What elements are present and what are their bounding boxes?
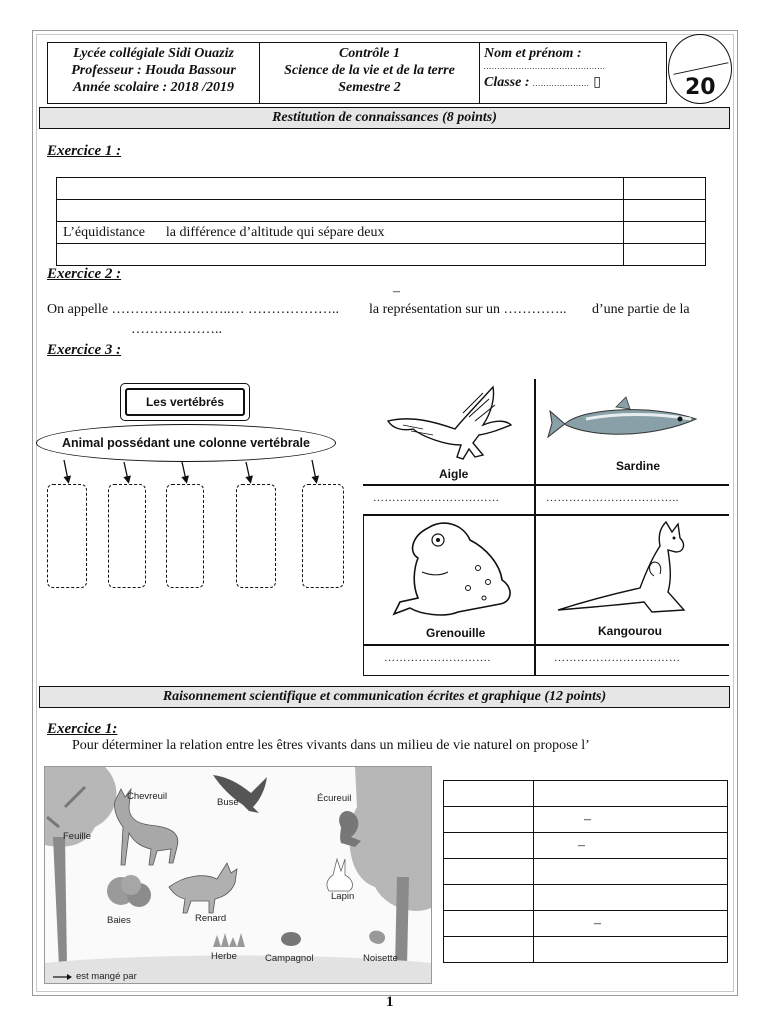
chain-right-cell[interactable]: – <box>534 807 728 833</box>
answer-line: …………………………… <box>373 492 500 504</box>
page-number: 1 <box>386 994 394 1010</box>
exercise-2-line-1c: d’une partie de la <box>592 302 690 317</box>
score-total: 20 <box>685 75 716 100</box>
scene-label-campagnol: Campagnol <box>265 953 314 964</box>
scene-label-lapin: Lapin <box>331 891 355 902</box>
animal-name: Aigle <box>439 467 469 481</box>
scene-legend: est mangé par <box>76 971 137 982</box>
section-1-banner: Restitution de connaissances (8 points) <box>39 107 730 129</box>
chain-left-cell[interactable] <box>444 833 534 859</box>
header-student-cell <box>480 43 668 103</box>
answer-cell[interactable] <box>624 178 706 200</box>
scene-label-feuille: Feuille <box>63 831 91 842</box>
exercise-4-title: Exercice 1: <box>47 721 118 737</box>
statement-cell <box>57 178 624 200</box>
exercise-2-line-1b: la représentation sur un ………….. <box>369 302 567 317</box>
table-row <box>444 781 728 807</box>
exercise-4-intro: Pour déterminer la relation entre les êtres vivants dans un milieu de vie naturel on propose l’ <box>72 738 590 753</box>
eagle-icon <box>383 379 513 469</box>
statement-cell <box>57 244 624 266</box>
animal-cell-grenouille <box>363 515 535 645</box>
exercise-3-title: Exercice 3 : <box>47 342 122 358</box>
chain-left-cell[interactable] <box>444 781 534 807</box>
exercise-1-title: Exercice 1 : <box>47 143 122 159</box>
chain-left-cell[interactable] <box>444 859 534 885</box>
exam-title: Contrôle 1 <box>338 46 401 61</box>
chain-left-cell[interactable] <box>444 885 534 911</box>
classification-arrows <box>36 458 336 486</box>
scene-label-renard: Renard <box>195 913 227 924</box>
scene-label-buse: Buse <box>217 797 239 808</box>
table-row <box>444 937 728 963</box>
table-row <box>444 833 728 859</box>
answer-line: ………………………. <box>384 652 491 664</box>
chain-right-cell[interactable]: – <box>534 911 728 937</box>
scene-label-chevreuil: Chevreuil <box>127 791 168 802</box>
table-row <box>444 807 728 833</box>
animal-cell-aigle <box>363 379 535 485</box>
table-row <box>57 178 706 200</box>
classification-box-2[interactable] <box>108 484 146 588</box>
animal-cell-sardine <box>535 379 729 485</box>
table-row <box>444 885 728 911</box>
section-2-banner: Raisonnement scientifique et communication écrites et graphique (12 points) <box>39 686 730 708</box>
exercise-1-table <box>56 177 706 266</box>
statement-cell: L’équidistance la différence d’altitude qui sépare deux <box>57 222 624 244</box>
header-school-cell <box>48 43 260 103</box>
scene-label-ecureuil: Écureuil <box>317 793 352 804</box>
score-circle <box>668 34 732 104</box>
chain-right-cell[interactable] <box>534 885 728 911</box>
answer-cell[interactable] <box>624 244 706 266</box>
chain-left-cell[interactable] <box>444 807 534 833</box>
sardine-icon <box>546 393 706 453</box>
table-row <box>57 200 706 222</box>
kangaroo-icon <box>556 518 716 622</box>
chain-right-cell[interactable] <box>534 937 728 963</box>
animal-cell-kangourou <box>535 515 729 645</box>
definition-ellipse: Animal possédant une colonne vertébrale <box>36 424 336 462</box>
classification-box-4[interactable] <box>236 484 276 588</box>
classification-box-1[interactable] <box>47 484 87 588</box>
class-box: ▯ <box>593 75 602 90</box>
answer-cell-kangourou[interactable] <box>535 645 729 676</box>
class-label: Classe : <box>484 75 530 90</box>
subject-name: Science de la vie et de la terre <box>284 63 455 78</box>
chain-left-cell[interactable] <box>444 937 534 963</box>
answer-cell-aigle[interactable] <box>363 485 535 515</box>
statement-cell <box>57 200 624 222</box>
table-row <box>444 911 728 937</box>
chain-right-cell[interactable] <box>534 781 728 807</box>
table-row <box>57 222 706 244</box>
exercise-2-line-2: ……………….. <box>131 322 222 337</box>
teacher-name: Professeur : Houda Bassour <box>71 63 236 78</box>
answer-line: …………………………… <box>554 652 681 664</box>
name-field[interactable]: ……………………………………… <box>484 62 606 71</box>
scene-label-baies: Baies <box>107 915 131 926</box>
food-web-scene <box>44 766 432 984</box>
scene-label-herbe: Herbe <box>211 951 237 962</box>
exercise-2-line-1a: On appelle ……………………..… ……………….. <box>47 302 340 317</box>
animal-name: Sardine <box>616 459 661 473</box>
header-exam-cell <box>260 43 480 103</box>
table-row <box>444 859 728 885</box>
chain-left-cell[interactable] <box>444 911 534 937</box>
school-year: Année scolaire : 2018 /2019 <box>73 80 234 95</box>
animal-name: Grenouille <box>426 626 486 640</box>
scene-label-noisette: Noisette <box>363 953 398 964</box>
class-field[interactable]: ………………… <box>533 79 590 88</box>
vertebrates-box <box>120 383 250 421</box>
classification-box-5[interactable] <box>302 484 344 588</box>
answer-cell-grenouille[interactable] <box>363 645 535 676</box>
chain-right-cell[interactable] <box>534 859 728 885</box>
food-chain-table <box>443 780 728 963</box>
semester: Semestre 2 <box>338 80 401 95</box>
answer-cell[interactable] <box>624 222 706 244</box>
animals-grid <box>363 379 729 676</box>
score-divider <box>674 62 729 75</box>
name-label: Nom et prénom : <box>484 46 582 61</box>
chain-right-cell[interactable]: – <box>534 833 728 859</box>
header-table <box>47 42 667 104</box>
answer-cell[interactable] <box>624 200 706 222</box>
answer-cell-sardine[interactable] <box>535 485 729 515</box>
class-row <box>484 74 668 92</box>
exercise-2-title: Exercice 2 : <box>47 266 122 282</box>
vertebrates-label: Les vertébrés <box>125 388 245 416</box>
animal-name: Kangourou <box>598 624 662 638</box>
frog-icon <box>388 518 518 622</box>
school-name: Lycée collégiale Sidi Ouaziz <box>73 46 234 61</box>
answer-line: …………………………….. <box>546 492 679 504</box>
table-row <box>57 244 706 266</box>
classification-box-3[interactable] <box>166 484 204 588</box>
exercise-2-dash: – <box>393 284 400 299</box>
